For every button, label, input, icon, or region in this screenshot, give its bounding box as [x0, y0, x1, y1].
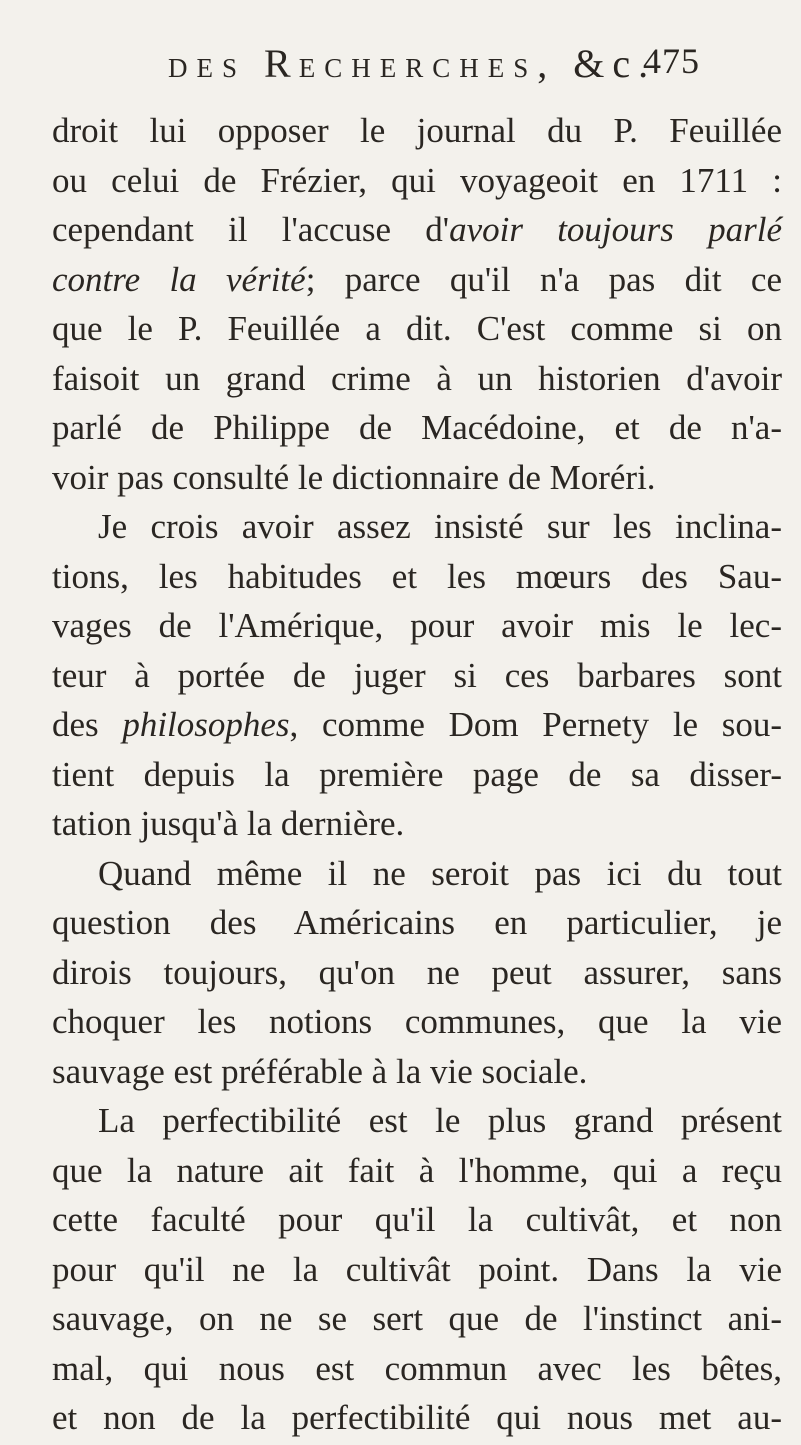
- text-line: vages de l'Amérique, pour avoir mis le lec-: [52, 606, 782, 645]
- text-line: contre la vérité; parce qu'il n'a pas dit ce: [52, 259, 782, 299]
- header-title-initial: R: [264, 41, 299, 86]
- text-line: cette faculté pour qu'il la cultivât, et non: [52, 1200, 782, 1239]
- text-line: pour qu'il ne la cultivât point. Dans la vie: [52, 1249, 782, 1289]
- text-line: que la nature ait fait à l'homme, qui a reçu: [52, 1150, 782, 1190]
- text-line: sauvage est préférable à la vie sociale.: [52, 1051, 588, 1091]
- header-title-rest: ECHERCHES: [298, 53, 538, 83]
- text-line: et non de la perfectibilité qui nous met au-: [52, 1398, 782, 1437]
- text-line: Quand même il ne seroit pas ici du tout: [98, 853, 782, 893]
- text-line: tation jusqu'à la dernière.: [52, 804, 405, 843]
- text-line: Je crois avoir assez insisté sur les inclina-: [98, 507, 782, 546]
- text-line: que le P. Feuillée a dit. C'est comme si on: [52, 309, 782, 348]
- header-suffix: , &c.: [537, 41, 657, 86]
- text-line: La perfectibilité est le plus grand présent: [98, 1101, 782, 1140]
- text-line: sauvage, on ne se sert que de l'instinct ani-: [52, 1299, 782, 1338]
- header-prefix: DES: [168, 53, 247, 83]
- text-line: parlé de Philippe de Macédoine, et de n'a-: [52, 408, 782, 447]
- text-line: ou celui de Frézier, qui voyageoit en 1711 :: [52, 160, 782, 200]
- text-line: droit lui opposer le journal du P. Feuillée: [52, 111, 782, 150]
- text-line: cependant il l'accuse d'avoir toujours parlé: [52, 210, 782, 249]
- text-line: faisoit un grand crime à un historien d'avoir: [52, 358, 782, 398]
- text-line: tions, les habitudes et les mœurs des Sau-: [52, 556, 782, 596]
- text-line: tient depuis la première page de sa disser-: [52, 754, 782, 794]
- text-line: question des Américains en particulier, je: [52, 903, 782, 942]
- running-header: [168, 40, 700, 100]
- text-line: dirois toujours, qu'on ne peut assurer, sans: [52, 952, 782, 992]
- text-line: teur à portée de juger si ces barbares sont: [52, 655, 782, 695]
- text-line: mal, qui nous est commun avec les bêtes,: [52, 1348, 782, 1388]
- page-number: 475: [643, 41, 700, 81]
- text-line: des philosophes, comme Dom Pernety le sou-: [52, 705, 783, 744]
- text-line: voir pas consulté le dictionnaire de Moréri.: [52, 457, 656, 497]
- body-text: [52, 106, 782, 1443]
- text-line: choquer les notions communes, que la vie: [52, 1002, 782, 1041]
